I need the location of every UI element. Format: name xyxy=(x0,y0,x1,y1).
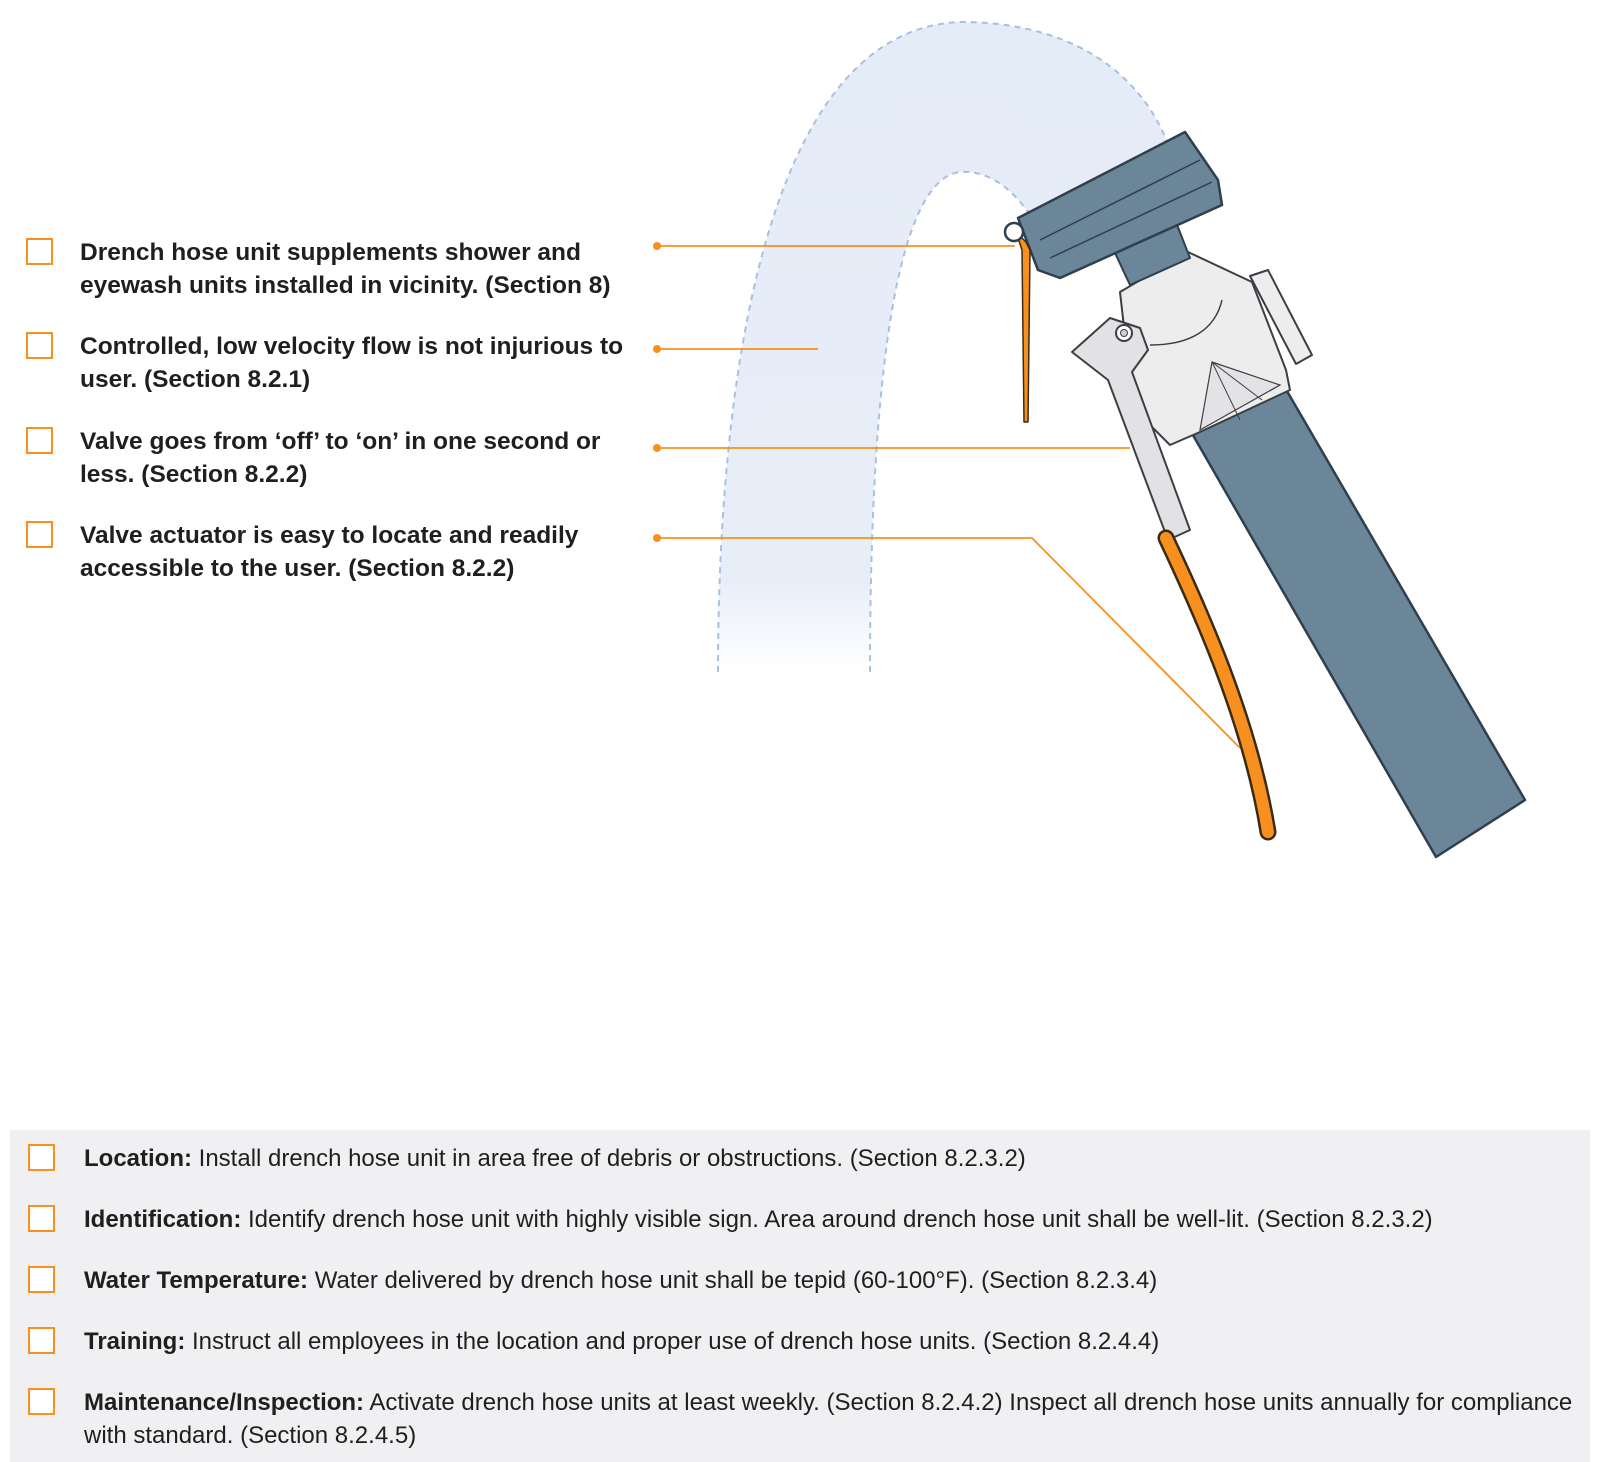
checklist-description: Identify drench hose unit with highly visible sign. Area around drench hose unit shall be well-lit. (Section 8.2.3.2) xyxy=(241,1206,1433,1233)
checklist-checkbox[interactable] xyxy=(28,1205,55,1232)
checklist-term: Training: xyxy=(84,1328,186,1355)
callout-text: Valve actuator is easy to locate and readily accessible to the user. (Section 8.2.2) xyxy=(80,522,579,582)
callout-text: Controlled, low velocity flow is not injurious to user. (Section 8.2.1) xyxy=(80,333,624,393)
checklist-term: Location: xyxy=(84,1145,192,1172)
checklist-description: Activate drench hose units at least weekly. (Section 8.2.4.2) Inspect all drench hose units annually for compliance with standard. (Section 8.2.4.5) xyxy=(84,1389,1573,1449)
callout-text: Drench hose unit supplements shower and eyewash units installed in vicinity. (Section 8) xyxy=(80,239,611,299)
leader-line-3 xyxy=(653,444,1130,452)
checklist-description: Water delivered by drench hose unit shall be tepid (60-100°F). (Section 8.2.3.4) xyxy=(308,1267,1158,1294)
checklist-term: Maintenance/Inspection: xyxy=(84,1389,365,1416)
checklist-text xyxy=(84,1264,1574,1297)
checklist-description: Instruct all employees in the location and proper use of drench hose units. (Section 8.2.4.4) xyxy=(185,1328,1160,1355)
checklist-checkbox[interactable] xyxy=(28,1327,55,1354)
checklist-panel xyxy=(10,1130,1590,1462)
hose-grip xyxy=(1190,386,1525,857)
hose-hanger-hook xyxy=(1005,223,1030,422)
checklist-text xyxy=(84,1203,1574,1236)
checklist-term: Identification: xyxy=(84,1206,242,1233)
checklist-term: Water Temperature: xyxy=(84,1267,309,1294)
checklist-text xyxy=(84,1386,1574,1452)
checklist-text xyxy=(84,1142,1574,1175)
callout-checkbox[interactable] xyxy=(26,427,53,454)
checklist-checkbox[interactable] xyxy=(28,1388,55,1415)
callout-checkbox[interactable] xyxy=(26,238,53,265)
callout-checkbox[interactable] xyxy=(26,332,53,359)
callout-text: Valve goes from ‘off’ to ‘on’ in one second or less. (Section 8.2.2) xyxy=(80,428,601,488)
callout-checkbox[interactable] xyxy=(26,521,53,548)
checklist-checkbox[interactable] xyxy=(28,1266,55,1293)
checklist-checkbox[interactable] xyxy=(28,1144,55,1171)
checklist-description: Install drench hose unit in area free of debris or obstructions. (Section 8.2.3.2) xyxy=(192,1145,1026,1172)
checklist-text xyxy=(84,1325,1574,1358)
